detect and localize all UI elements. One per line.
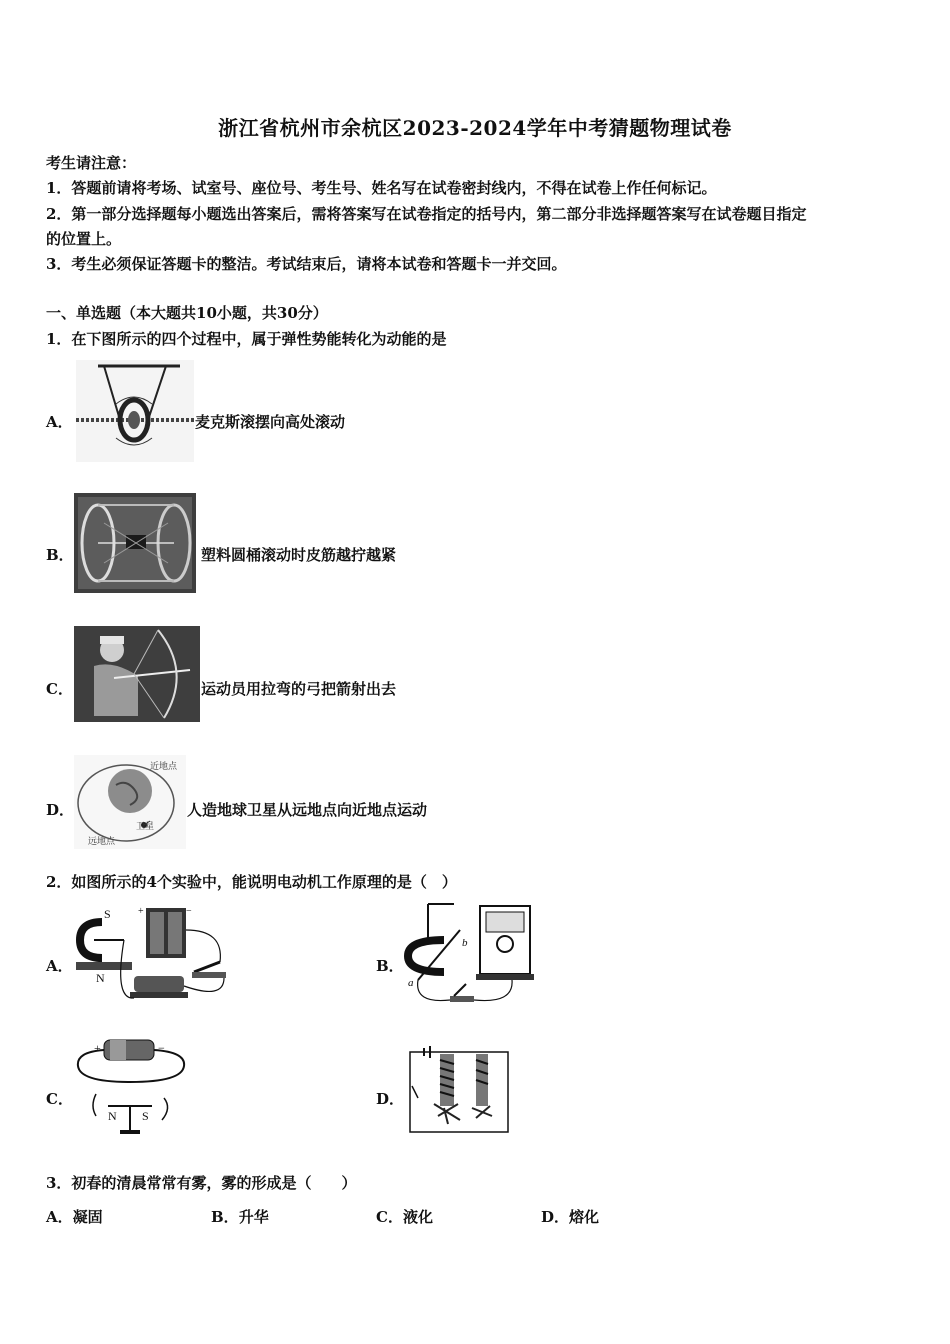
q3-option-a <box>46 1206 103 1227</box>
q3-option-d <box>541 1206 599 1227</box>
q1-figure-a-maxwell-wheel <box>76 360 194 462</box>
q1-option-d-letter: D． <box>46 801 75 819</box>
label-b: b <box>462 937 468 949</box>
label-near-point: 近地点 <box>150 761 178 771</box>
q2-figure-b-generator-experiment <box>404 900 534 1014</box>
notice-item-3: 3．考生必须保证答题卡的整洁。考试结束后，请将本试卷和答题卡一并交回。 <box>46 255 567 273</box>
q2-option-b-letter: B． <box>376 957 404 975</box>
label-satellite: 卫星 <box>136 821 155 831</box>
q3-option-b-text: 升华 <box>238 1208 269 1226</box>
section-heading: 一、单选题（本大题共10小题，共30分） <box>46 304 328 322</box>
q3-option-c <box>376 1206 433 1227</box>
q2-figure-d-electromagnet-experiment <box>404 1046 514 1136</box>
q3-option-c-letter: C． <box>376 1208 403 1226</box>
q1-option-b-letter: B． <box>46 546 74 564</box>
q1-option-a-text: 麦克斯滚摆向高处滚动 <box>195 413 346 431</box>
q1-figure-b-rolling-can <box>74 493 196 593</box>
q2-option-d-letter: D． <box>376 1090 405 1108</box>
label-needle-n: N <box>108 1109 117 1123</box>
q1-option-b-text: 塑料圆桶滚动时皮筋越拧越紧 <box>201 546 397 564</box>
label-far-point: 远地点 <box>88 836 116 846</box>
q3-option-a-letter: A． <box>46 1208 73 1226</box>
q2-option-c-letter: C． <box>46 1090 73 1108</box>
q2-figure-c-oersted-experiment <box>74 1036 188 1138</box>
q2-stem: 2．如图所示的4个实验中，能说明电动机工作原理的是（ ） <box>46 873 457 891</box>
label-s-pole: S <box>104 907 111 921</box>
q2-option-a-letter: A． <box>46 957 73 975</box>
q3-option-b <box>211 1206 269 1227</box>
page-title: 浙江省杭州市余杭区2023-2024学年中考猜题物理试卷 <box>218 116 732 140</box>
q3-option-d-letter: D． <box>541 1208 570 1226</box>
q3-option-a-text: 凝固 <box>72 1208 103 1226</box>
label-battery-plus: + <box>94 1041 101 1055</box>
q2-figure-a-motor-experiment <box>74 900 234 1012</box>
q3-stem: 3．初春的清晨常常有雾，雾的形成是（ ） <box>46 1174 357 1192</box>
label-minus: − <box>186 906 192 917</box>
notice-heading: 考生请注意： <box>46 154 137 172</box>
notice-item-2: 2．第一部分选择题每小题选出答案后，需将答案写在试卷指定的括号内，第二部分非选择题答案写在试卷题目指定 <box>46 205 807 223</box>
q1-option-c-text: 运动员用拉弯的弓把箭射出去 <box>201 680 397 698</box>
q1-option-a-letter: A． <box>46 413 73 431</box>
q1-option-d-text: 人造地球卫星从远地点向近地点运动 <box>187 801 428 819</box>
notice-item-1: 1．答题前请将考场、试室号、座位号、考生号、姓名写在试卷密封线内，不得在试卷上作任何标记。 <box>46 179 717 197</box>
label-n-pole: N <box>96 971 105 985</box>
q1-figure-c-archer <box>74 626 200 722</box>
label-plus: + <box>138 906 144 917</box>
q3-option-d-text: 熔化 <box>569 1208 600 1226</box>
q3-option-c-text: 液化 <box>402 1208 433 1226</box>
q1-option-c-letter: C． <box>46 680 73 698</box>
label-needle-s: S <box>142 1109 149 1123</box>
q3-option-b-letter: B． <box>211 1208 239 1226</box>
q1-stem: 1．在下图所示的四个过程中，属于弹性势能转化为动能的是 <box>46 330 447 348</box>
q1-figure-d-satellite-orbit <box>74 755 186 849</box>
label-battery-minus: − <box>158 1041 165 1055</box>
label-a: a <box>408 977 414 989</box>
notice-item-2-cont: 的位置上。 <box>46 230 122 248</box>
